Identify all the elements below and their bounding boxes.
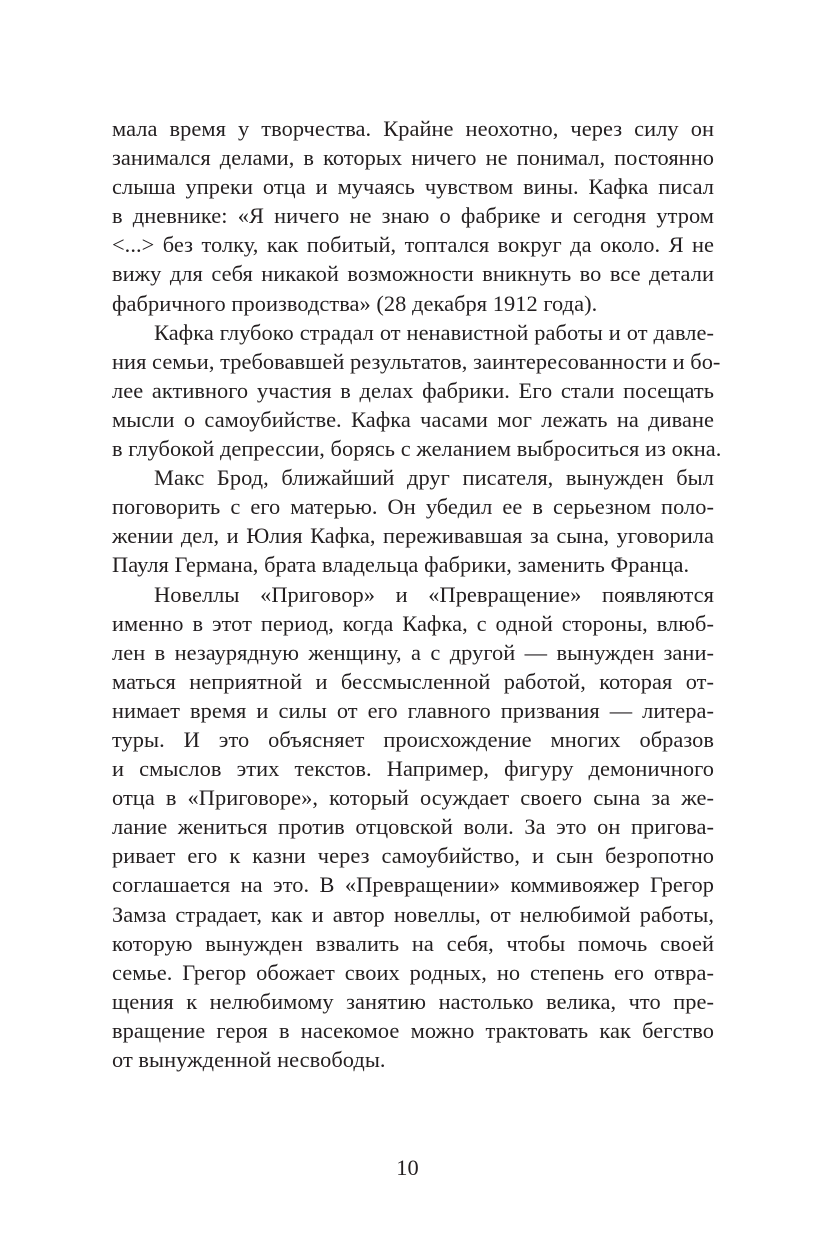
text-line: нимает время и силы от его главного призвания — литера- — [112, 697, 714, 723]
text-line: от вынужденной несвободы. — [112, 1047, 386, 1072]
page-number: 10 — [396, 1155, 419, 1180]
text-line: которую вынужден взвалить на себя, чтобы помочь своей — [112, 930, 714, 956]
text-line: мысли о самоубийстве. Кафка часами мог лежать на диване — [112, 406, 714, 432]
text-line: маться неприятной и бессмысленной работой, которая от- — [112, 668, 714, 694]
paragraph-1 — [112, 114, 714, 318]
text-line: ривает его к казни через самоубийство, и сын безропотно — [112, 843, 714, 869]
paragraph-3 — [112, 463, 714, 579]
text-line: туры. И это объясняет происхождение многих образов — [112, 726, 714, 752]
text-line: лен в незаурядную женщину, а с другой — вынужден зани- — [112, 639, 714, 665]
text-line: щения к нелюбимому занятию настолько велика, что пре- — [112, 988, 714, 1014]
page-text — [112, 114, 722, 1074]
paragraph-4 — [112, 580, 714, 1075]
text-line: соглашается на это. В «Превращении» коммивояжер Грегор — [112, 872, 714, 898]
text-line: Пауля Германа, брата владельца фабрики, заменить Франца. — [112, 552, 690, 578]
text-line: Замза страдает, как и автор новеллы, от нелюбимой работы, — [112, 901, 714, 927]
text-line: фабричного производства» (28 декабря 1912 года). — [112, 290, 598, 316]
text-line: вижу для себя никакой возможности вникнуть во все детали — [112, 261, 714, 287]
text-line: отца в «Приговоре», который осуждает своего сына за же- — [112, 785, 714, 811]
text-line: лее активного участия в делах фабрики. Его стали посещать — [112, 377, 714, 403]
text-line: ния семьи, требовавшей результатов, заинтересованности и бо- — [112, 348, 721, 374]
text-line: <...> без толку, как побитый, топтался вокруг да около. Я не — [112, 232, 714, 258]
text-line: в дневнике: «Я ничего не знаю о фабрике и сегодня утром — [112, 203, 714, 229]
text-line: в глубокой депрессии, борясь с желанием выброситься из окна. — [112, 436, 722, 462]
text-line: лание жениться против отцовской воли. За это он пригова- — [112, 814, 714, 840]
text-line: Макс Брод, ближайший друг писателя, вынужден был — [154, 465, 714, 491]
text-line: занимался делами, в которых ничего не понимал, постоянно — [112, 145, 714, 171]
text-line: мала время у творчества. Крайне неохотно, через силу он — [112, 116, 714, 141]
text-line: и смыслов этих текстов. Например, фигуру демоничного — [112, 756, 714, 782]
text-line: слыша упреки отца и мучаясь чувством вины. Кафка писал — [112, 174, 714, 200]
paragraph-2 — [112, 318, 722, 463]
text-line: вращение героя в насекомое можно трактовать как бегство — [112, 1017, 714, 1043]
text-line: семье. Грегор обожает своих родных, но степень его отвра- — [112, 959, 714, 985]
text-line: Новеллы «Приговор» и «Превращение» появляются — [154, 581, 714, 607]
text-line: поговорить с его матерью. Он убедил ее в серьезном поло- — [112, 494, 714, 520]
text-line: жении дел, и Юлия Кафка, переживавшая за сына, уговорила — [112, 523, 714, 549]
text-line: Кафка глубоко страдал от ненавистной работы и от давле- — [154, 319, 714, 345]
text-line: именно в этот период, когда Кафка, с одной стороны, влюб- — [112, 610, 714, 636]
